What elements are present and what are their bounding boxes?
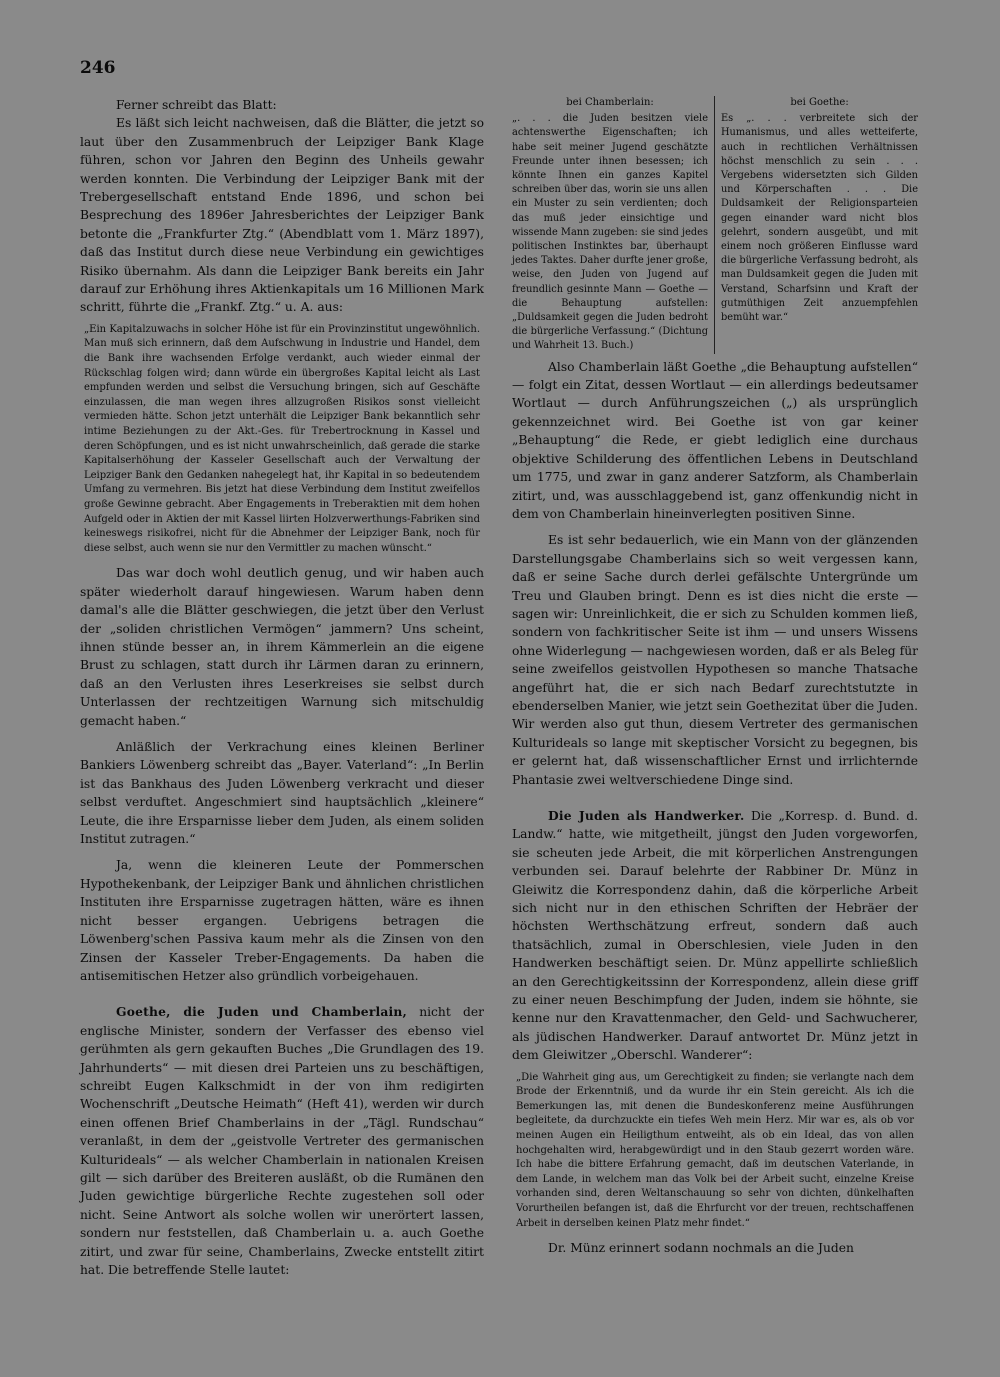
left-column bbox=[80, 96, 484, 1279]
block-quote: „Die Wahrheit ging aus, um Gerechtigkeit zu finden; sie verlangte nach dem Brode der Erkenntniß, und da wurde ihr ein Stein gereicht. Als ich die Bemerkungen las, mit denen die Bundeskonferenz meine Ausführungen begleitete, da durchzuckte ein tiefes Weh mein Herz. Mir war es, als ob vor meinen Augen ein Heiligthum entweiht, als ob ein Ideal, das von allen hochgehalten wird, herabgewürdigt und in den Staub gezerrt worden wäre. Ich habe die bittere Erfahrung gemacht, daß im deutschen Vaterlande, in dem Lande, in welchem man das Volk bei der Arbeit sucht, einzelne Kreise vorhanden sind, deren Weltanschauung so sehr von dichten, dünkelhaften Vorurtheilen befangen ist, daß die Ehrfurcht vor der treuen, rechtschaffenen Arbeit in derselben keinen Platz mehr findet.“ bbox=[516, 1071, 914, 1229]
quote-chamberlain bbox=[512, 96, 715, 354]
article-heading: Goethe, die Juden und Chamberlain, bbox=[116, 1004, 408, 1020]
paragraph: Dr. Münz erinnert sodann nochmals an die Juden bbox=[548, 1241, 854, 1256]
paragraph: Also Chamberlain läßt Goethe „die Behauptung aufstellen“ — folgt ein Zitat, dessen Wortlaut — ein allerdings bedeutsamer Wortlaut — durch Anführungszeichen („) als ursprünglich gekennzeichnet wird. Bei Goethe ist von gar keiner „Behauptung“ die Rede, er giebt lediglich eine durchaus objektive Schilderung des öffentlichen Lebens in Deutschland um 1775, und zwar in ganz anderer Satzform, als Chamberlain zitirt, und, was ausschlaggebend ist, ganz offenkundig nicht in dem von Chamberlain hineinverlegten positiven Sinne. bbox=[512, 359, 918, 521]
quote-comparison bbox=[512, 96, 918, 354]
page-number: 246 bbox=[80, 58, 116, 78]
article-body: nicht der englische Minister, sondern der Verfasser des ebenso viel gerühmten als gern gekauften Buches „Die Grundlagen des 19. Jahrhunderts“ — mit diesen drei Parteien uns zu beschäftigen, schreibt Eugen Kalkschmidt in der von ihm redigirten Wochenschrift „Deutsche Heimath“ (Heft 41), werden wir durch einen offenen Brief Chamberlains in der „Tägl. Rundschau“ veranlaßt, in dem der „geistvolle Vertreter des germanischen Kulturideals“ — als welcher Chamberlain in nationalen Kreisen gilt — sich darüber des Breiteren ausläßt, ob die Rumänen den Juden gewichtige bürgerliche Rechte zugestehen soll oder nicht. Seine Antwort als solche wollen wir unerörtert lassen, sondern nur feststellen, daß Chamberlain u. a. auch Goethe zitirt, und zwar für seine, Chamberlains, Zwecke entstellt zitirt hat. Die betreffende Stelle lautet: bbox=[80, 1005, 484, 1277]
quote-goethe bbox=[715, 96, 918, 354]
right-column bbox=[512, 96, 918, 1258]
block-quote: „Ein Kapitalzuwachs in solcher Höhe ist für ein Provinzinstitut ungewöhnlich. Man muß sich erinnern, daß dem Aufschwung in Industrie und Handel, dem die Bank ihre wachsenden Erfolge verdankt, auch wieder einmal der Rückschlag folgen wird; dann würde ein übergroßes Kapital leicht als Last empfunden werden und selbst die Versuchung bringen, sich auf Geschäfte einzulassen, die man wegen ihres allzugroßen Risikos sonst vielleicht vermieden hätte. Schon jetzt unterhält die Leipziger Bank bekanntlich sehr intime Beziehungen zu der Akt.-Ges. für Trebertrocknung in Kassel und deren Schöpfungen, und es ist nicht unwahrscheinlich, daß gerade die starke Kapitalserhöhung der Kasseler Gesellschaft auch der Verwaltung der Leipziger Bank den Gedanken nahegelegt hat, ihr Kapital in so bedeutendem Umfang zu vermehren. Bis jetzt hat diese Verbindung dem Institut zweifellos große Gewinne gebracht. Aber Engagements in Treberaktien mit dem hohen Aufgeld oder in Aktien der mit Kassel liirten Holzverwerthungs-Fabriken sind keineswegs risikofrei, nicht für die Abnehmer der Leipziger Bank, noch für diese selbst, auch wenn sie nur den Vermittler zu machen wünscht.“ bbox=[84, 323, 480, 554]
article-goethe bbox=[80, 1003, 484, 1279]
paragraph: Ja, wenn die kleineren Leute der Pommerschen Hypothekenbank, der Leipziger Bank und ähnlichen christlichen Instituten ihre Ersparnisse zugetragen hätten, wäre es ihnen nicht besser ergangen. Uebrigens betragen die Löwenberg'schen Passiva kaum mehr als die Zinsen von den Zinsen der Kasseler Treber-Engagements. Da haben die antisemitischen Hetzer also gründlich vorbeigehauen. bbox=[80, 858, 484, 983]
quote-text: Es „. . . verbreitete sich der Humanismus, und alles wetteiferte, auch in rechtlichen Verhältnissen höchst menschlich zu sein . . . Vergebens widersetzten sich Gilden und Körperschaften . . . Die Duldsamkeit der Religionsparteien gegen einander ward nicht blos gelehrt, sondern ausgeübt, und mit einem noch größeren Einflusse ward die bürgerliche Verfassung bedroht, als man Duldsamkeit gegen die Juden mit Verstand, Scharfsinn und Kraft der gutmüthigen Zeit anzuempfehlen bemüht war.“ bbox=[721, 113, 918, 324]
article-heading: Die Juden als Handwerker. bbox=[548, 808, 745, 823]
paragraph: Es läßt sich leicht nachweisen, daß die Blätter, die jetzt so laut über den Zusammenbruch der Leipziger Bank Klage führen, schon vor Jahren den Beginn des Unheils gewahr werden konnten. Die Verbindung der Leipziger Bank mit der Trebergesellschaft entstand Ende 1896, und schon bei Besprechung des 1896er Jahresberichtes der Leipziger Bank betonte die „Frankfurter Ztg.“ (Abendblatt vom 1. März 1897), daß das Institut durch diese neue Verbindung ein gewichtiges Risiko übernahm. Als dann die Leipziger Bank bereits ein Jahr darauf zur Erhöhung ihres Aktienkapitals um 16 Millionen Mark schritt, führte die „Frankf. Ztg.“ u. A. aus: bbox=[80, 116, 484, 315]
quote-text: „. . . die Juden besitzen viele achtenswerthe Eigenschaften; ich habe seit meiner Jugend geschätzte Freunde unter ihnen besessen; ich könnte Ihnen ein ganzes Kapitel schreiben über das, worin sie uns allen ein Muster zu sein verdienten; doch das muß jeder einsichtige und wissende Mann zugeben: sie sind jedes politischen Instinktes bar, überhaupt jedes Taktes. Daher durfte jener große, weise, den Juden von Jugend auf freundlich gesinnte Mann — Goethe — die Behauptung aufstellen: „Duldsamkeit gegen die Juden bedroht die bürgerliche Verfassung.“ (Dichtung und Wahrheit 13. Buch.) bbox=[512, 113, 708, 352]
paragraph: Das war doch wohl deutlich genug, und wir haben auch später wiederholt darauf hingewiesen. Warum haben denn damal's alle die Blätter geschwiegen, die jetzt über den Verlust der „soliden christlichen Vermögen“ jammern? Uns scheint, ihnen stünde besser an, in ihrem Kämmerlein an die eigene Brust zu schlagen, statt durch ihr Lärmen daran zu erinnern, daß an den Verlusten ihres Leserkreises sie selbst durch Unterlassen der rechtzeitigen Warnung sich mitschuldig gemacht haben.“ bbox=[80, 566, 484, 728]
article-juden-handwerker bbox=[512, 807, 918, 1065]
article-body: Die „Korresp. d. Bund. d. Landw.“ hatte, wie mitgetheilt, jüngst den Juden vorgeworfen, sie scheuten jede Arbeit, die mit körperlichen Anstrengungen verbunden sei. Darauf belehrte der Rabbiner Dr. Münz in Gleiwitz die Korrespondenz dahin, daß die körperliche Arbeit sich nicht nur in den ethischen Schriften der Hebräer der höchsten Werthschätzung erfreut, sondern daß auch thatsächlich, zumal in Oberschlesien, viele Juden in den Handwerken beschäftigt seien. Dr. Münz appellirte schließlich an den Gerechtigkeitssinn der Korrespondenz, allein diese griff zu einer neuen Beschimpfung der Juden, indem sie höhnte, sie kenne nur den Kravattenmacher, den Geld- und Sachwucherer, als jüdischen Handwerker. Darauf antwortet Dr. Münz jetzt in dem Gleiwitzer „Oberschl. Wanderer“: bbox=[512, 809, 918, 1063]
paragraph: Ferner schreibt das Blatt: bbox=[116, 98, 277, 112]
paragraph: Es ist sehr bedauerlich, wie ein Mann von der glänzenden Darstellungsgabe Chamberlains sich so weit vergessen kann, daß er seine Sache durch derlei gefälschte Untergründe um Treu und Glauben bringt. Denn es ist dies nicht die erste — sagen wir: Unreinlichkeit, die er sich zu Schulden kommen ließ, sondern von fachkritischer Seite ist ihm — und unsers Wissens ohne Widerlegung — nachgewiesen worden, daß er als Beleg für seine zweifellos geistvollen Hypothesen so manche Thatsache angeführt hat, die er sich nach Bedarf zurechtstutzte in ebenderselben Manier, wie jetzt sein Goethezitat über die Juden. Wir werden also gut thun, diesem Vertreter des germanischen Kulturideals so lange mit skeptischer Vorsicht zu begegnen, bis er gelernt hat, daß wissenschaftlicher Ernst und irrlichternde Phantasie zwei weltverschiedene Dinge sind. bbox=[512, 533, 918, 787]
sub-heading: bei Chamberlain: bbox=[566, 97, 654, 108]
sub-heading: bei Goethe: bbox=[790, 97, 849, 108]
paragraph: Anläßlich der Verkrachung eines kleinen Berliner Bankiers Löwenberg schreibt das „Bayer. Vaterland“: „In Berlin ist das Bankhaus des Juden Löwenberg verkracht und dieser selbst verduftet. Angeschmiert sind hauptsächlich „kleinere“ Leute, die ihre Ersparnisse lieber dem Juden, als einem soliden Institut zutragen.“ bbox=[80, 740, 484, 847]
